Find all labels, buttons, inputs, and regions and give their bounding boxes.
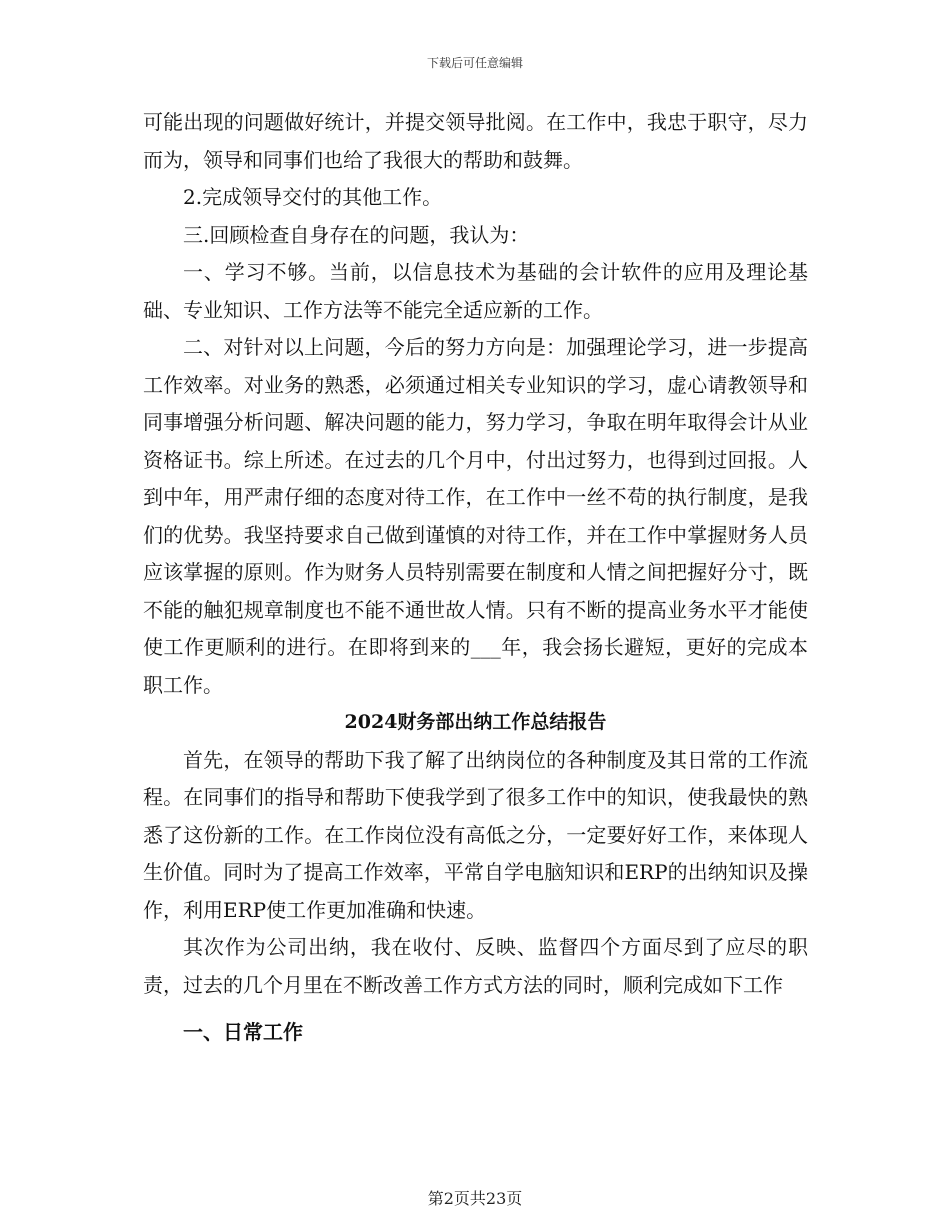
paragraph-issue-2: 二、对针对以上问题，今后的努力方向是：加强理论学习，进一步提高工作效率。对业务的熟悉，必须通过相关专业知识的学习，虚心请教领导和同事增强分析问题、解决问题的能力，努力学习，争取在明年取得会计从业资格证书。综上所述。在过去的几个月中，付出过努力，也得到过回报。人到中年，用严肃仔细的态度对待工作，在工作中一丝不苟的执行制度，是我们的优势。我坚持要求自己做到谨慎的对待工作，并在工作中掌握财务人员应该掌握的原则。作为财务人员特别需要在制度和人情之间把握好分寸，既不能的触犯规章制度也不能不通世故人情。只有不断的提高业务水平才能使使工作更顺利的进行。在即将到来的___年，我会扬长避短，更好的完成本职工作。 [143,335,808,697]
paragraph-item-2: 2.完成领导交付的其他工作。 [183,185,443,209]
paragraph-second: 其次作为公司出纳，我在收付、反映、监督四个方面尽到了应尽的职责，过去的几个月里在不断改善工作方式方法的同时，顺利完成如下工作 [143,935,808,997]
paragraph-issue-1: 一、学习不够。当前，以信息技术为基础的会计软件的应用及理论基础、专业知识、工作方法等不能完全适应新的工作。 [143,260,808,322]
paragraph-section-3: 三.回顾检查自身存在的问题，我认为： [183,222,530,247]
document-title: 2024财务部出纳工作总结报告 [344,711,607,733]
section-heading-daily-work: 一、日常工作 [183,1020,303,1044]
page-number: 第2页共23页 [427,1189,523,1208]
page-header-note: 下载后可任意编辑 [426,56,523,70]
paragraph-first: 首先，在领导的帮助下我了解了出纳岗位的各种制度及其日常的工作流程。在同事们的指导和帮助下使我学到了很多工作中的知识，使我最快的熟悉了这份新的工作。在工作岗位没有高低之分，一定要好好工作，来体现人生价值。同时为了提高工作效率，平常自学电脑知识和ERP的出纳知识及操作，利用ERP使工作更加准确和快速。 [143,747,808,922]
document-body [143,104,808,1052]
paragraph-continuation: 可能出现的问题做好统计，并提交领导批阅。在工作中，我忠于职守，尽力而为，领导和同事们也给了我很大的帮助和鼓舞。 [143,110,808,172]
